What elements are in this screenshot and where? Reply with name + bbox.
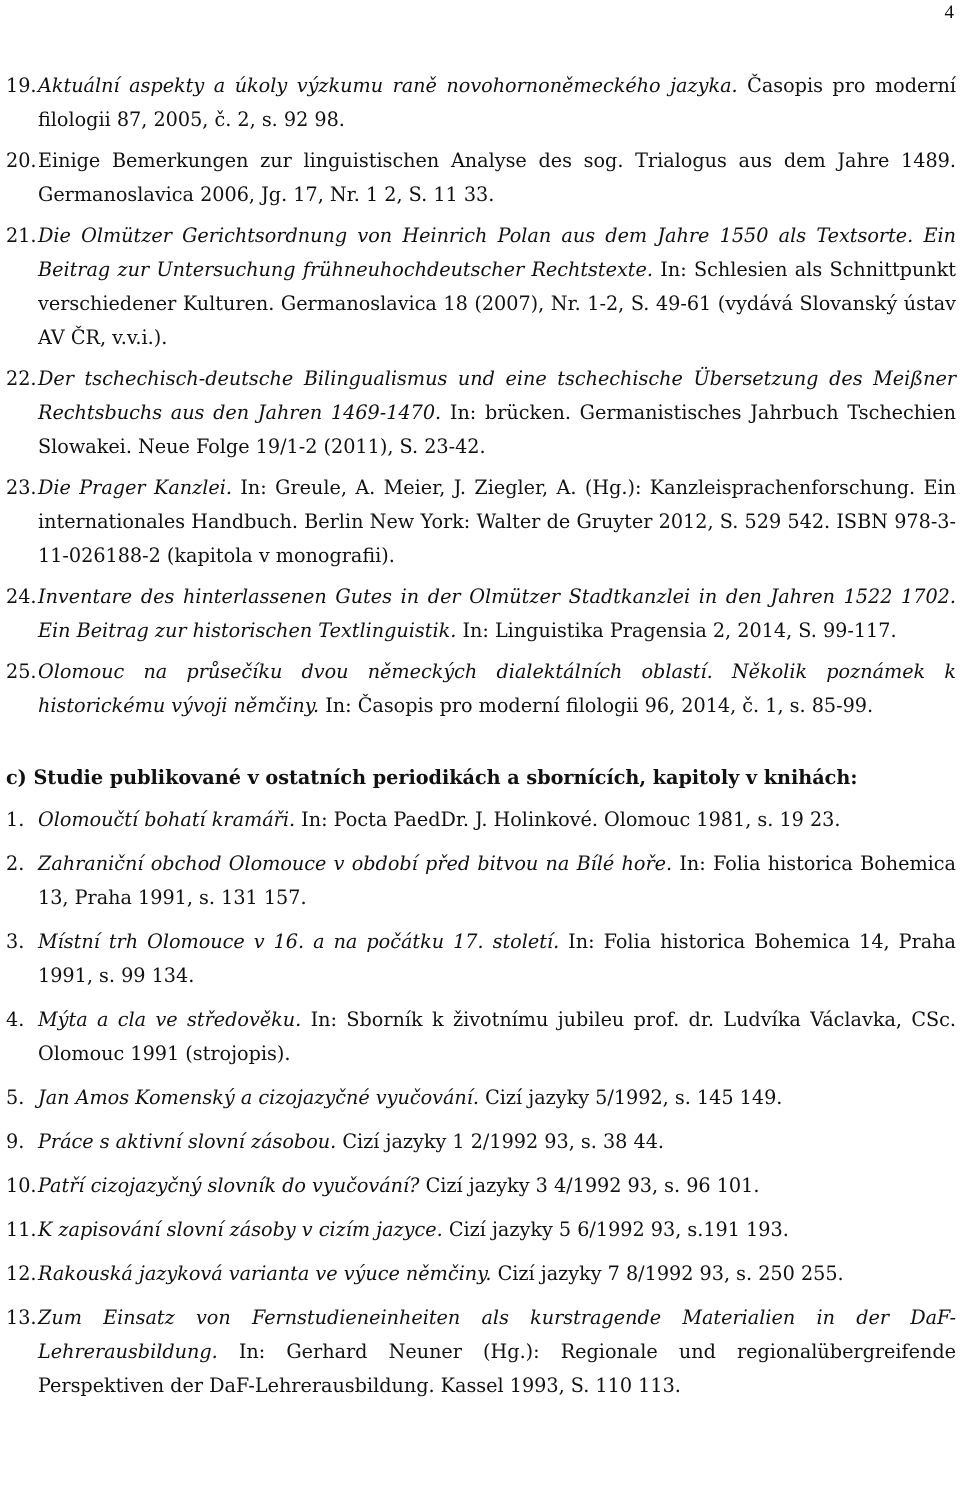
entry-source: Cizí jazyky 3 4/1992 93, s. 96 101. xyxy=(419,1174,760,1197)
bibliography-entry xyxy=(0,69,960,137)
entry-text xyxy=(38,69,960,137)
entry-source: Cizí jazyky 5/1992, s. 145 149. xyxy=(479,1086,783,1109)
entry-number: 10. xyxy=(6,1174,37,1197)
entry-text xyxy=(38,1169,960,1203)
entry-title: Rakouská jazyková varianta ve výuce němčiny. xyxy=(38,1262,492,1285)
entry-title: Der tschechisch-deutsche Bilingualismus und eine tschechische Übersetzung des Meißner Rechtsbuchs aus den Jahren 1469-1470. xyxy=(38,367,956,424)
entry-number: 2. xyxy=(6,852,25,875)
entry-text xyxy=(38,847,960,915)
entry-text xyxy=(38,144,960,212)
entry-text xyxy=(38,471,960,573)
bibliography-entry xyxy=(0,144,960,212)
entry-number: 23. xyxy=(6,476,37,499)
entry-title: Zahraniční obchod Olomouce v období před bitvou na Bílé hoře. xyxy=(38,852,673,875)
entry-title: Olomouc na průsečíku dvou německých dialektálních oblastí. Několik poznámek k historickému vývoji němčiny. xyxy=(38,660,956,717)
entry-source: Cizí jazyky 7 8/1992 93, s. 250 255. xyxy=(491,1262,844,1285)
entry-title: Mýta a cla ve středověku. xyxy=(38,1008,302,1031)
entry-number: 13. xyxy=(6,1306,37,1329)
entry-text xyxy=(38,1003,960,1071)
entry-source: In: Gerhard Neuner (Hg.): Regionale und regionalübergreifende Perspektiven der DaF-Lehrerausbildung. Kassel 1993, S. 110 113. xyxy=(38,1340,956,1397)
bibliography-entry xyxy=(0,471,960,573)
entry-title: K zapisování slovní zásoby v cizím jazyce. xyxy=(38,1218,443,1241)
bibliography-entry xyxy=(0,803,960,837)
entry-source: In: Sborník k životnímu jubileu prof. dr. Ludvíka Václavka, CSc. Olomouc 1991 (strojopis). xyxy=(38,1008,957,1065)
entry-text xyxy=(38,655,960,723)
entry-title: Místní trh Olomouce v 16. a na počátku 17. století. xyxy=(38,930,560,953)
entry-text xyxy=(38,219,960,355)
bibliography-entry xyxy=(0,1003,960,1071)
bibliography-entry xyxy=(0,219,960,355)
bibliography-entry xyxy=(0,925,960,993)
entry-text xyxy=(38,362,960,464)
entry-title: Aktuální aspekty a úkoly výzkumu raně novohornoněmeckého jazyka. xyxy=(38,74,738,97)
entry-number: 11. xyxy=(6,1218,37,1241)
entry-text xyxy=(38,925,960,993)
bibliography-entry xyxy=(0,362,960,464)
entry-number: 21. xyxy=(6,224,37,247)
entry-text xyxy=(38,803,960,837)
entry-source: Einige Bemerkungen zur linguistischen Analyse des sog. Trialogus aus dem Jahre 1489. Germanoslavica 2006, Jg. 17, Nr. 1 2, S. 11 33. xyxy=(38,149,956,206)
entry-source: In: Časopis pro moderní filologii 96, 2014, č. 1, s. 85-99. xyxy=(319,694,874,717)
entry-title: Olomoučtí bohatí kramáři. xyxy=(38,808,296,831)
entry-title: Jan Amos Komenský a cizojazyčné vyučování. xyxy=(38,1086,480,1109)
entry-number: 5. xyxy=(6,1086,25,1109)
entry-text xyxy=(38,1257,960,1291)
entry-number: 20. xyxy=(6,149,37,172)
entry-source: In: Folia historica Bohemica 14, Praha 1991, s. 99 134. xyxy=(38,930,956,987)
page-number: 4 xyxy=(944,2,954,23)
bibliography-entry xyxy=(0,1125,960,1159)
entry-source: In: Pocta PaedDr. J. Holinkové. Olomouc 1981, s. 19 23. xyxy=(295,808,841,831)
bibliography-entry xyxy=(0,655,960,723)
entry-text xyxy=(38,1081,960,1115)
entry-title: Inventare des hinterlassenen Gutes in der Olmützer Stadtkanzlei in den Jahren 1522 1702. Ein Beitrag zur historischen Textlinguistik. xyxy=(38,585,956,642)
entry-text xyxy=(38,580,960,648)
entry-number: 4. xyxy=(6,1008,25,1031)
entry-title: Die Prager Kanzlei. xyxy=(38,476,232,499)
entry-text xyxy=(38,1213,960,1247)
entry-title: Zum Einsatz von Fernstudieneinheiten als kurstragende Materialien in der DaF-Lehrerausbildung. xyxy=(38,1306,956,1363)
entry-number: 25. xyxy=(6,660,37,683)
entry-title: Die Olmützer Gerichtsordnung von Heinrich Polan aus dem Jahre 1550 als Textsorte. Ein Beitrag zur Untersuchung frühneuhochdeutscher Rechtstexte. xyxy=(38,224,956,281)
bibliography-entry xyxy=(0,580,960,648)
entry-source: Časopis pro moderní filologii 87, 2005, č. 2, s. 92 98. xyxy=(38,74,957,131)
bibliography-entry xyxy=(0,1213,960,1247)
entry-text xyxy=(38,1125,960,1159)
bibliography-entry xyxy=(0,1081,960,1115)
entry-title: Práce s aktivní slovní zásobou. xyxy=(38,1130,337,1153)
entry-title: Patří cizojazyčný slovník do vyučování? xyxy=(38,1174,420,1197)
entry-source: In: Schlesien als Schnittpunkt verschiedener Kulturen. Germanoslavica 18 (2007), Nr. 1-2, S. 49-61 (vydává Slovanský ústav AV ČR, v.v.i.). xyxy=(38,258,957,349)
entry-number: 1. xyxy=(6,808,25,831)
entry-number: 9. xyxy=(6,1130,25,1153)
entry-source: In: Greule, A. Meier, J. Ziegler, A. (Hg.): Kanzleisprachenforschung. Ein internationales Handbuch. Berlin New York: Walter de Gruyter 2012, S. 529 542. ISBN 978-3-11-026188-2 (kapitola v monografii). xyxy=(38,476,956,567)
entry-source: In: Folia historica Bohemica 13, Praha 1991, s. 131 157. xyxy=(38,852,956,909)
entry-number: 24. xyxy=(6,585,37,608)
entry-number: 19. xyxy=(6,74,37,97)
entry-source: In: brücken. Germanistisches Jahrbuch Tschechien Slowakei. Neue Folge 19/1-2 (2011), S. 23-42. xyxy=(38,401,956,458)
bibliography-entry xyxy=(0,1169,960,1203)
bibliography-entry xyxy=(0,847,960,915)
entry-number: 12. xyxy=(6,1262,37,1285)
entry-number: 22. xyxy=(6,367,37,390)
entry-source: Cizí jazyky 5 6/1992 93, s.191 193. xyxy=(442,1218,789,1241)
bibliography-entry xyxy=(0,1257,960,1291)
publication-list-b xyxy=(0,69,960,723)
publication-list-c xyxy=(0,803,960,1403)
entry-source: Cizí jazyky 1 2/1992 93, s. 38 44. xyxy=(336,1130,664,1153)
section-heading: c) Studie publikované v ostatních periodikách a sbornících, kapitoly v knihách: xyxy=(6,766,858,789)
bibliography xyxy=(0,69,960,1413)
bibliography-entry xyxy=(0,1301,960,1403)
entry-number: 3. xyxy=(6,930,25,953)
entry-text xyxy=(38,1301,960,1403)
entry-source: In: Linguistika Pragensia 2, 2014, S. 99-117. xyxy=(456,619,897,642)
